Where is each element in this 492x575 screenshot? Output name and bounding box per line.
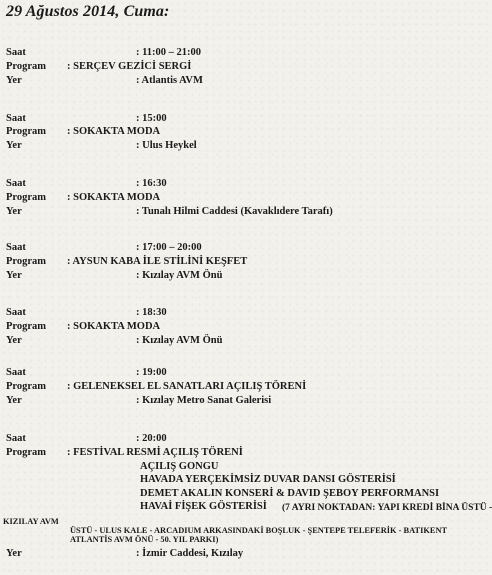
place-label: Yer: [6, 270, 22, 281]
place-label: Yer: [6, 395, 22, 406]
program-label: Program: [6, 321, 47, 332]
place-label: Yer: [6, 75, 22, 86]
event-place: : Atlantis AVM: [136, 75, 203, 86]
location-list: ATLANTİS AVM ÖNÜ - 50. YIL PARKI): [70, 535, 219, 544]
event-time: : 19:00: [136, 367, 167, 378]
place-label: Yer: [6, 548, 22, 559]
program-label: Program: [6, 447, 47, 458]
detail-item: DEMET AKALIN KONSERİ & DAVID ŞEBOY PERFORMANSI: [140, 488, 440, 499]
event-program: : AYSUN KABA İLE STİLİNİ KEŞFET: [67, 256, 248, 267]
event-place: : Tunalı Hilmi Caddesi (Kavaklıdere Tarafı): [136, 206, 333, 217]
program-label: Program: [6, 256, 47, 267]
time-label: Saat: [6, 433, 26, 444]
event-time: : 11:00 – 21:00: [136, 47, 202, 58]
place-label: Yer: [6, 335, 22, 346]
event-program: : SOKAKTA MODA: [67, 321, 161, 332]
event-place: : Kızılay AVM Önü: [136, 270, 223, 281]
event-time: : 18:30: [136, 307, 167, 318]
event-program: : SERÇEV GEZİCİ SERGİ: [67, 61, 192, 72]
place-label: Yer: [6, 206, 22, 217]
event-place: : Kızılay AVM Önü: [136, 335, 223, 346]
time-label: Saat: [6, 367, 26, 378]
event-place: : Kızılay Metro Sanat Galerisi: [136, 395, 272, 406]
time-label: Saat: [6, 113, 26, 124]
program-label: Program: [6, 126, 47, 137]
fireworks-note: (7 AYRI NOKTADAN: YAPI KREDİ BİNA ÜSTÜ -: [282, 503, 492, 513]
detail-item: AÇILIŞ GONGU: [140, 461, 219, 472]
page-title: 29 Ağustos 2014, Cuma:: [6, 3, 170, 20]
event-program: : SOKAKTA MODA: [67, 192, 161, 203]
location-list: KIZILAY AVM: [3, 517, 59, 526]
time-label: Saat: [6, 307, 26, 318]
event-place: : İzmir Caddesi, Kızılay: [136, 548, 244, 559]
location-list: ÜSTÜ - ULUS KALE - ARCADIUM ARKASINDAKİ BOŞLUK - ŞENTEPE TELEFERİK - BATIKENT: [70, 526, 448, 535]
place-label: Yer: [6, 140, 22, 151]
event-program: : GELENEKSEL EL SANATLARI AÇILIŞ TÖRENİ: [67, 381, 307, 392]
time-label: Saat: [6, 47, 26, 58]
program-label: Program: [6, 61, 47, 72]
event-time: : 17:00 – 20:00: [136, 242, 202, 253]
detail-item: HAVAİ FİŞEK GÖSTERİSİ: [140, 501, 267, 512]
detail-item: HAVADA YERÇEKİMSİZ DUVAR DANSI GÖSTERİSİ: [140, 474, 396, 485]
event-time: : 20:00: [136, 433, 167, 444]
event-time: : 15:00: [136, 113, 167, 124]
event-time: : 16:30: [136, 178, 167, 189]
program-label: Program: [6, 381, 47, 392]
time-label: Saat: [6, 178, 26, 189]
event-place: : Ulus Heykel: [136, 140, 197, 151]
event-program: : SOKAKTA MODA: [67, 126, 161, 137]
time-label: Saat: [6, 242, 26, 253]
event-program: : FESTİVAL RESMİ AÇILIŞ TÖRENİ: [67, 447, 243, 458]
program-label: Program: [6, 192, 47, 203]
